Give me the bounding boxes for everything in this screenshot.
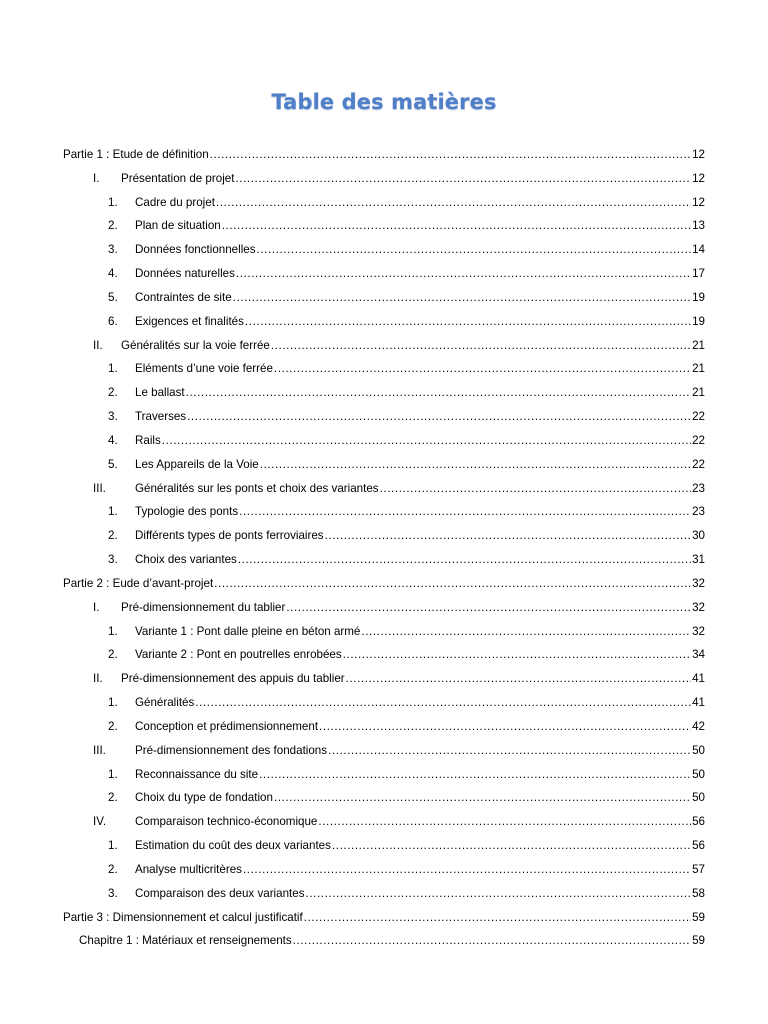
toc-entry[interactable] (0, 310, 768, 334)
toc-entry-label: Plan de situation (135, 214, 222, 238)
toc-entry-number: 2. (108, 219, 118, 233)
toc-entry[interactable] (0, 524, 768, 548)
toc-entry-body (135, 643, 705, 667)
toc-entry-number: 1. (108, 839, 118, 853)
toc-entry[interactable] (0, 381, 768, 405)
toc-dot-leader (271, 334, 691, 358)
toc-entry-page-number: 32 (692, 600, 705, 614)
toc-entry-page-number: 50 (692, 767, 705, 781)
toc-entry-body (135, 882, 705, 906)
toc-entry-body (135, 548, 705, 572)
toc-dot-leader (319, 715, 691, 739)
toc-entry-label: Contraintes de site (135, 286, 233, 310)
toc-entry[interactable] (0, 643, 768, 667)
toc-entry-label: Rails (135, 429, 162, 453)
toc-entry[interactable] (0, 429, 768, 453)
toc-dot-leader (236, 262, 691, 286)
toc-entry-body (135, 810, 705, 834)
toc-entry-body (121, 167, 705, 191)
toc-entry-body (135, 739, 705, 763)
toc-entry[interactable] (0, 786, 768, 810)
toc-entry[interactable] (0, 143, 768, 167)
toc-entry-label: Eléments d’une voie ferrée (135, 357, 274, 381)
toc-entry-body (63, 906, 705, 930)
toc-dot-leader (343, 643, 691, 667)
toc-entry-label: Estimation du coût des deux variantes (135, 834, 332, 858)
toc-entry-page-number: 50 (692, 791, 705, 805)
toc-list (0, 143, 768, 953)
toc-entry-page-number: 41 (692, 672, 705, 686)
toc-entry-page-number: 21 (692, 338, 705, 352)
toc-entry-page-number: 17 (692, 267, 705, 281)
toc-entry-page-number: 23 (692, 481, 705, 495)
toc-entry[interactable] (0, 500, 768, 524)
toc-entry-body (135, 500, 705, 524)
toc-entry-number: 1. (108, 362, 118, 376)
toc-entry-number: II. (93, 338, 103, 352)
toc-entry-label: Analyse multicritères (135, 858, 243, 882)
toc-entry-number: 3. (108, 243, 118, 257)
toc-entry-body (121, 334, 705, 358)
toc-entry-body (135, 191, 705, 215)
toc-entry-body (79, 929, 705, 953)
toc-entry-page-number: 31 (692, 553, 705, 567)
toc-entry-number: 6. (108, 314, 118, 328)
toc-entry-label: Chapitre 1 : Matériaux et renseignements (79, 929, 293, 953)
toc-entry[interactable] (0, 334, 768, 358)
toc-dot-leader (306, 882, 692, 906)
toc-entry-body (63, 572, 705, 596)
toc-entry-page-number: 34 (692, 648, 705, 662)
toc-entry-number: 4. (108, 433, 118, 447)
toc-entry-page-number: 13 (692, 219, 705, 233)
toc-entry-number: I. (93, 600, 100, 614)
toc-dot-leader (274, 357, 691, 381)
toc-entry-body (135, 429, 705, 453)
toc-entry[interactable] (0, 357, 768, 381)
toc-entry-body (135, 381, 705, 405)
toc-entry-number: 3. (108, 886, 118, 900)
toc-dot-leader (235, 167, 691, 191)
toc-entry-body (135, 786, 705, 810)
toc-entry-page-number: 21 (692, 362, 705, 376)
toc-entry-number: 1. (108, 195, 118, 209)
toc-entry[interactable] (0, 191, 768, 215)
toc-entry[interactable] (0, 858, 768, 882)
toc-entry-body (135, 858, 705, 882)
toc-entry-page-number: 19 (692, 314, 705, 328)
toc-entry-label: Comparaison des deux variantes (135, 882, 306, 906)
toc-dot-leader (346, 667, 691, 691)
toc-entry-label: Généralités sur la voie ferrée (121, 334, 271, 358)
toc-entry-label: Variante 1 : Pont dalle pleine en béton armé (135, 620, 361, 644)
toc-entry-page-number: 32 (692, 624, 705, 638)
toc-dot-leader (233, 286, 691, 310)
toc-entry[interactable] (0, 548, 768, 572)
toc-entry-number: 1. (108, 696, 118, 710)
toc-entry[interactable] (0, 763, 768, 787)
toc-entry-number: 2. (108, 386, 118, 400)
toc-entry-body (135, 453, 705, 477)
toc-dot-leader (328, 739, 691, 763)
toc-entry-page-number: 22 (692, 410, 705, 424)
toc-entry[interactable] (0, 667, 768, 691)
toc-entry-page-number: 59 (692, 934, 705, 948)
toc-entry-label: Données naturelles (135, 262, 236, 286)
toc-entry-label: Partie 2 : Eude d’avant-projet (63, 572, 214, 596)
toc-dot-leader (257, 238, 692, 262)
toc-entry-body (135, 286, 705, 310)
toc-dot-leader (222, 214, 691, 238)
toc-entry-label: Différents types de ponts ferroviaires (135, 524, 325, 548)
toc-entry[interactable] (0, 739, 768, 763)
toc-entry-page-number: 58 (692, 886, 705, 900)
toc-entry[interactable] (0, 238, 768, 262)
toc-entry-body (135, 238, 705, 262)
toc-dot-leader (293, 929, 691, 953)
toc-entry-label: Présentation de projet (121, 167, 235, 191)
toc-entry[interactable] (0, 810, 768, 834)
toc-entry[interactable] (0, 286, 768, 310)
toc-entry-number: 5. (108, 290, 118, 304)
toc-entry-number: 3. (108, 410, 118, 424)
toc-entry-label: Typologie des ponts (135, 500, 239, 524)
toc-entry-page-number: 12 (692, 148, 705, 161)
toc-entry-body (135, 834, 705, 858)
toc-entry-label: Choix du type de fondation (135, 786, 274, 810)
toc-entry-body (135, 405, 705, 429)
toc-entry-body (135, 715, 705, 739)
toc-dot-leader (318, 810, 691, 834)
toc-entry-label: Pré-dimensionnement des fondations (135, 739, 328, 763)
toc-entry-body (135, 310, 705, 334)
toc-entry[interactable] (0, 620, 768, 644)
toc-entry-body (135, 763, 705, 787)
toc-entry-number: 1. (108, 624, 118, 638)
toc-entry-page-number: 22 (692, 457, 705, 471)
toc-entry-page-number: 12 (692, 171, 705, 185)
toc-dot-leader (239, 500, 691, 524)
toc-entry[interactable] (0, 477, 768, 501)
toc-dot-leader (332, 834, 691, 858)
toc-entry-label: Reconnaissance du site (135, 763, 259, 787)
toc-dot-leader (361, 620, 691, 644)
toc-entry-number: 2. (108, 862, 118, 876)
toc-entry-page-number: 41 (692, 696, 705, 710)
toc-entry[interactable] (0, 572, 768, 596)
toc-entry-label: Les Appareils de la Voie (135, 453, 260, 477)
toc-entry[interactable] (0, 834, 768, 858)
toc-entry-body (135, 524, 705, 548)
toc-dot-leader (162, 429, 691, 453)
toc-entry-page-number: 42 (692, 719, 705, 733)
toc-entry-label: Choix des variantes (135, 548, 238, 572)
toc-entry[interactable] (0, 715, 768, 739)
toc-entry-label: Cadre du projet (135, 191, 216, 215)
toc-entry-number: 2. (108, 719, 118, 733)
toc-entry[interactable] (0, 691, 768, 715)
toc-entry-number: 1. (108, 767, 118, 781)
toc-entry-number: III. (93, 743, 106, 757)
toc-entry-label: Généralités (135, 691, 195, 715)
toc-entry-label: Conception et prédimensionnement (135, 715, 319, 739)
toc-entry-label: Variante 2 : Pont en poutrelles enrobées (135, 643, 343, 667)
toc-entry-number: 2. (108, 791, 118, 805)
toc-dot-leader (243, 858, 691, 882)
toc-dot-leader (210, 143, 691, 167)
toc-entry-label: Partie 1 : Etude de définition (63, 143, 210, 167)
toc-dot-leader (238, 548, 691, 572)
toc-entry-label: Pré-dimensionnement des appuis du tablier (121, 667, 346, 691)
toc-dot-leader (260, 453, 691, 477)
toc-entry-label: Comparaison technico-économique (135, 810, 318, 834)
toc-dot-leader (325, 524, 691, 548)
toc-entry-page-number: 56 (692, 839, 705, 853)
toc-entry-page-number: 30 (692, 529, 705, 543)
toc-dot-leader (216, 191, 691, 215)
toc-entry-page-number: 19 (692, 290, 705, 304)
toc-entry-label: Le ballast (135, 381, 186, 405)
toc-entry-label: Traverses (135, 405, 187, 429)
toc-dot-leader (380, 477, 692, 501)
toc-entry-body (135, 620, 705, 644)
toc-dot-leader (214, 572, 691, 596)
toc-dot-leader (274, 786, 691, 810)
toc-dot-leader (195, 691, 691, 715)
toc-entry-page-number: 22 (692, 433, 705, 447)
toc-entry-body (135, 691, 705, 715)
toc-entry-page-number: 14 (692, 243, 705, 257)
toc-entry[interactable] (0, 882, 768, 906)
toc-entry-number: IV. (93, 815, 107, 829)
toc-entry-body (135, 214, 705, 238)
toc-entry-page-number: 56 (692, 815, 705, 829)
toc-entry-body (121, 667, 705, 691)
toc-entry-label: Données fonctionnelles (135, 238, 257, 262)
toc-entry-page-number: 21 (692, 386, 705, 400)
toc-entry-body (135, 262, 705, 286)
toc-entry-page-number: 32 (692, 576, 705, 590)
toc-entry-body (63, 143, 705, 167)
toc-entry[interactable] (0, 453, 768, 477)
toc-entry[interactable] (0, 405, 768, 429)
toc-dot-leader (286, 596, 691, 620)
toc-entry-number: 4. (108, 267, 118, 281)
toc-entry-label: Partie 3 : Dimensionnement et calcul justificatif (63, 906, 304, 930)
toc-entry[interactable] (0, 262, 768, 286)
toc-entry-number: 1. (108, 505, 118, 519)
toc-entry-page-number: 57 (692, 862, 705, 876)
toc-entry-page-number: 12 (692, 195, 705, 209)
toc-entry-body (121, 596, 705, 620)
toc-dot-leader (304, 906, 691, 930)
toc-entry-number: I. (93, 171, 100, 185)
toc-dot-leader (245, 310, 691, 334)
toc-entry-number: II. (93, 672, 103, 686)
toc-entry[interactable] (0, 929, 768, 953)
toc-entry-label: Exigences et finalités (135, 310, 245, 334)
toc-entry[interactable] (0, 167, 768, 191)
toc-entry-number: 5. (108, 457, 118, 471)
toc-entry-page-number: 50 (692, 743, 705, 757)
toc-entry-number: III. (93, 481, 106, 495)
toc-dot-leader (259, 763, 691, 787)
toc-entry-page-number: 59 (692, 910, 705, 924)
toc-title: Table des matières (271, 90, 497, 114)
toc-entry-number: 2. (108, 648, 118, 662)
toc-entry-body (135, 477, 705, 501)
toc-entry-label: Pré-dimensionnement du tablier (121, 596, 286, 620)
toc-dot-leader (187, 405, 691, 429)
toc-entry[interactable] (0, 596, 768, 620)
toc-dot-leader (186, 381, 691, 405)
toc-entry[interactable] (0, 906, 768, 930)
toc-entry[interactable] (0, 214, 768, 238)
toc-entry-number: 3. (108, 553, 118, 567)
toc-entry-body (135, 357, 705, 381)
toc-entry-number: 2. (108, 529, 118, 543)
toc-entry-page-number: 23 (692, 505, 705, 519)
toc-entry-label: Généralités sur les ponts et choix des variantes (135, 477, 380, 501)
